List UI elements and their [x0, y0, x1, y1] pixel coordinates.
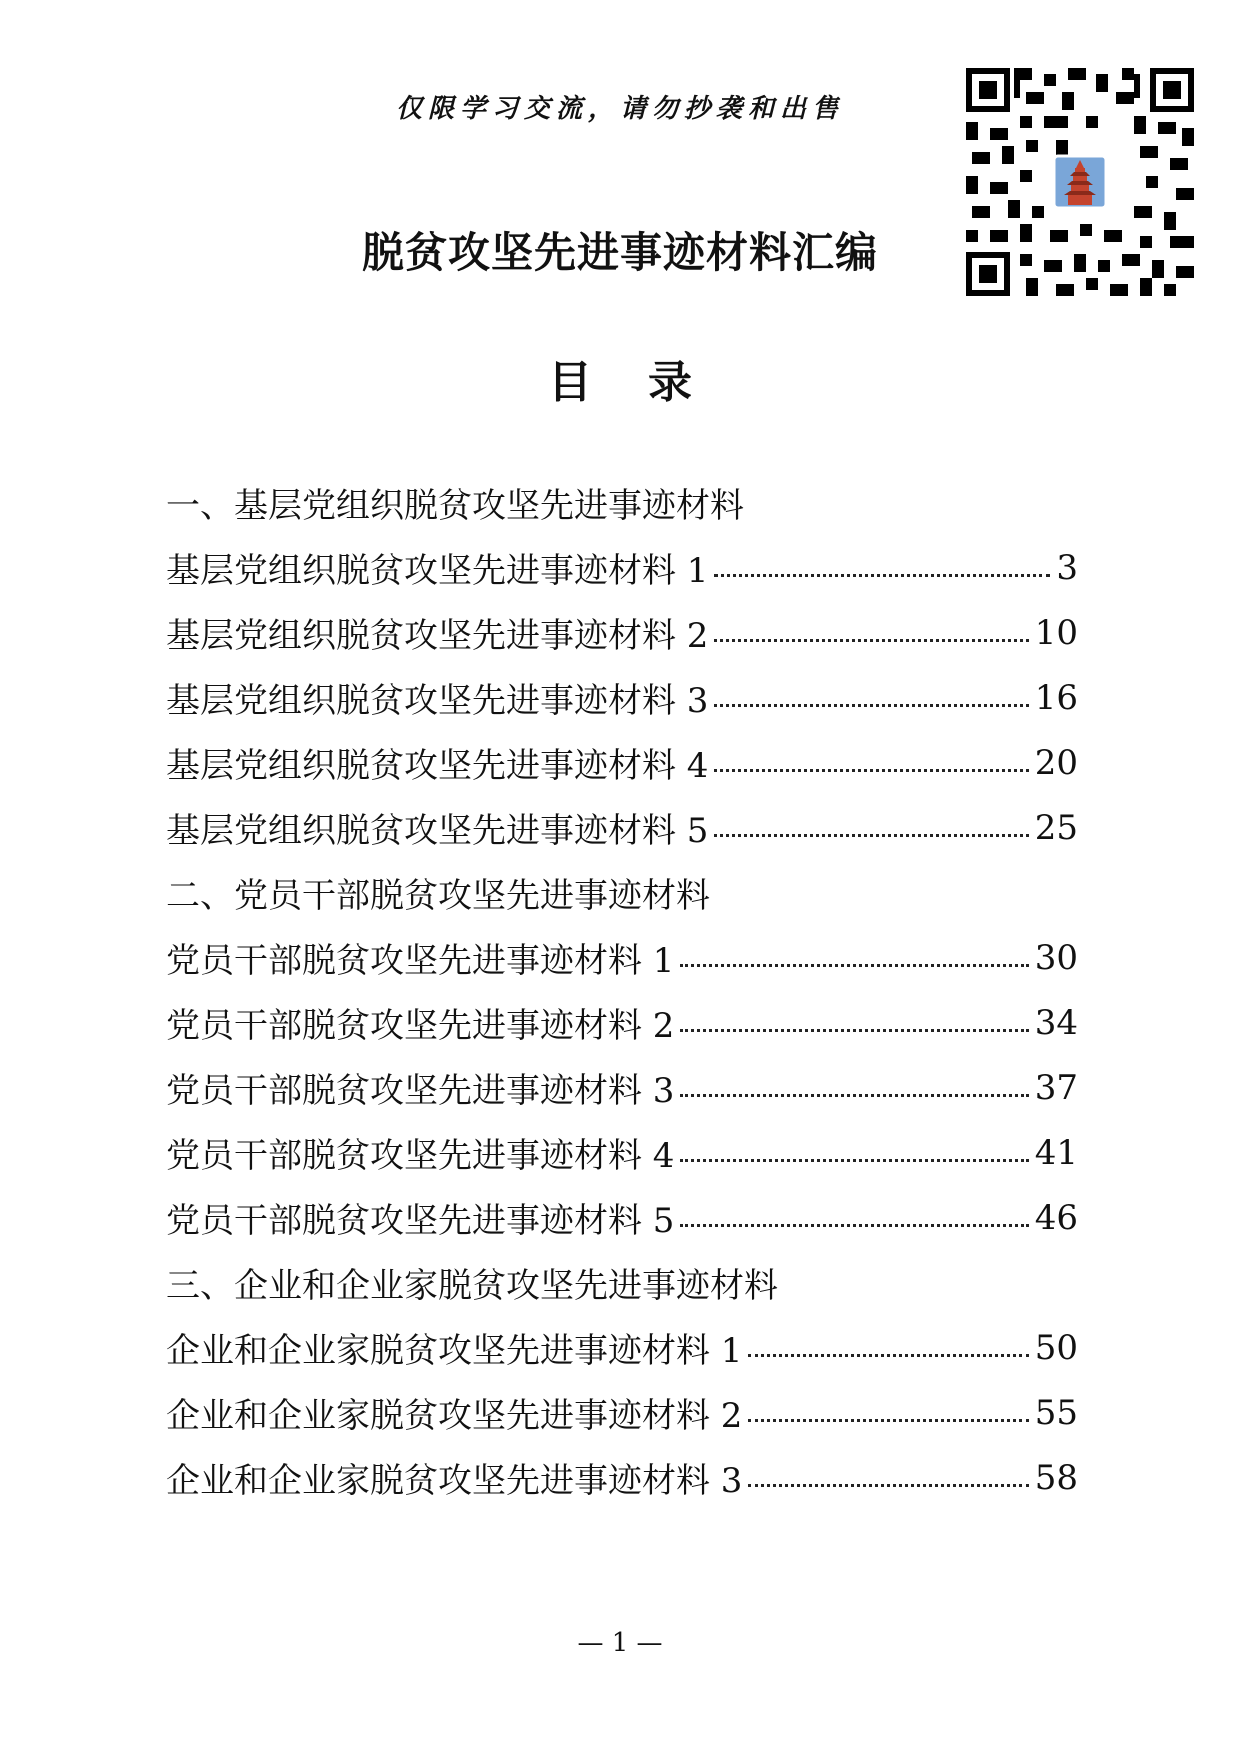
- dot-leader: [680, 1159, 1028, 1162]
- dot-leader: [714, 834, 1028, 837]
- dot-leader: [680, 1094, 1028, 1097]
- toc-entry-page: 37: [1034, 1067, 1078, 1108]
- toc-entry-page: 16: [1034, 677, 1078, 718]
- toc-entry[interactable]: [166, 1445, 1078, 1510]
- toc-entry-page: 10: [1034, 612, 1078, 653]
- toc-entry-page: 41: [1034, 1132, 1078, 1173]
- toc-entry-label: 企业和企业家脱贫攻坚先进事迹材料 3: [166, 1461, 743, 1501]
- toc-entry[interactable]: [166, 730, 1078, 795]
- document-title: 脱贫攻坚先进事迹材料汇编: [361, 228, 878, 277]
- toc-entry-label: 党员干部脱贫攻坚先进事迹材料 1: [166, 941, 675, 981]
- toc-entry[interactable]: [166, 795, 1078, 860]
- toc-entry[interactable]: [166, 1380, 1078, 1445]
- toc-heading-part1: 目: [548, 357, 592, 408]
- toc-entry-label: 党员干部脱贫攻坚先进事迹材料 4: [166, 1136, 675, 1176]
- toc-entry-page: 50: [1034, 1327, 1078, 1368]
- dot-leader: [680, 1224, 1028, 1227]
- toc-entry[interactable]: [166, 925, 1078, 990]
- toc-entry-label: 基层党组织脱贫攻坚先进事迹材料 2: [166, 616, 709, 656]
- table-of-contents: [166, 470, 1078, 1510]
- toc-section-title: 三、企业和企业家脱贫攻坚先进事迹材料: [166, 1266, 778, 1306]
- toc-entry-page: 25: [1034, 807, 1078, 848]
- toc-entry[interactable]: [166, 665, 1078, 730]
- page-number: — 1 —: [577, 1628, 663, 1658]
- toc-entry-page: 55: [1034, 1392, 1078, 1433]
- toc-entry-page: 3: [1056, 547, 1078, 588]
- toc-entry-label: 党员干部脱贫攻坚先进事迹材料 2: [166, 1006, 675, 1046]
- pagoda-logo-icon: [1054, 156, 1106, 208]
- toc-entry-label: 基层党组织脱贫攻坚先进事迹材料 5: [166, 811, 709, 851]
- dot-leader: [714, 769, 1028, 772]
- toc-entry[interactable]: [166, 1120, 1078, 1185]
- dot-leader: [714, 574, 1050, 577]
- toc-heading-part2: 录: [648, 357, 692, 408]
- toc-section-heading[interactable]: [166, 1250, 1078, 1315]
- toc-heading: [0, 346, 1240, 410]
- toc-entry-label: 企业和企业家脱贫攻坚先进事迹材料 1: [166, 1331, 743, 1371]
- toc-entry-page: 30: [1034, 937, 1078, 978]
- toc-entry-label: 基层党组织脱贫攻坚先进事迹材料 3: [166, 681, 709, 721]
- dot-leader: [748, 1484, 1028, 1487]
- toc-entry-page: 46: [1034, 1197, 1078, 1238]
- toc-entry[interactable]: [166, 535, 1078, 600]
- toc-section-title: 一、基层党组织脱贫攻坚先进事迹材料: [166, 486, 744, 526]
- toc-entry-page: 58: [1034, 1457, 1078, 1498]
- toc-entry-page: 20: [1034, 742, 1078, 783]
- toc-entry[interactable]: [166, 1055, 1078, 1120]
- toc-section-title: 二、党员干部脱贫攻坚先进事迹材料: [166, 876, 710, 916]
- toc-section-heading[interactable]: [166, 860, 1078, 925]
- dot-leader: [748, 1354, 1028, 1357]
- toc-entry[interactable]: [166, 1315, 1078, 1380]
- toc-entry-label: 基层党组织脱贫攻坚先进事迹材料 1: [166, 551, 709, 591]
- toc-entry-label: 企业和企业家脱贫攻坚先进事迹材料 2: [166, 1396, 743, 1436]
- toc-entry-label: 基层党组织脱贫攻坚先进事迹材料 4: [166, 746, 709, 786]
- toc-section-heading[interactable]: [166, 470, 1078, 535]
- dot-leader: [680, 964, 1028, 967]
- dot-leader: [714, 704, 1028, 707]
- copyright-notice: 仅限学习交流，请勿抄袭和出售: [395, 94, 844, 124]
- toc-entry[interactable]: [166, 1185, 1078, 1250]
- dot-leader: [748, 1419, 1028, 1422]
- toc-entry-page: 34: [1034, 1002, 1078, 1043]
- dot-leader: [680, 1029, 1028, 1032]
- toc-entry-label: 党员干部脱贫攻坚先进事迹材料 5: [166, 1201, 675, 1241]
- dot-leader: [714, 639, 1028, 642]
- toc-entry[interactable]: [166, 990, 1078, 1055]
- toc-entry[interactable]: [166, 600, 1078, 665]
- toc-entry-label: 党员干部脱贫攻坚先进事迹材料 3: [166, 1071, 675, 1111]
